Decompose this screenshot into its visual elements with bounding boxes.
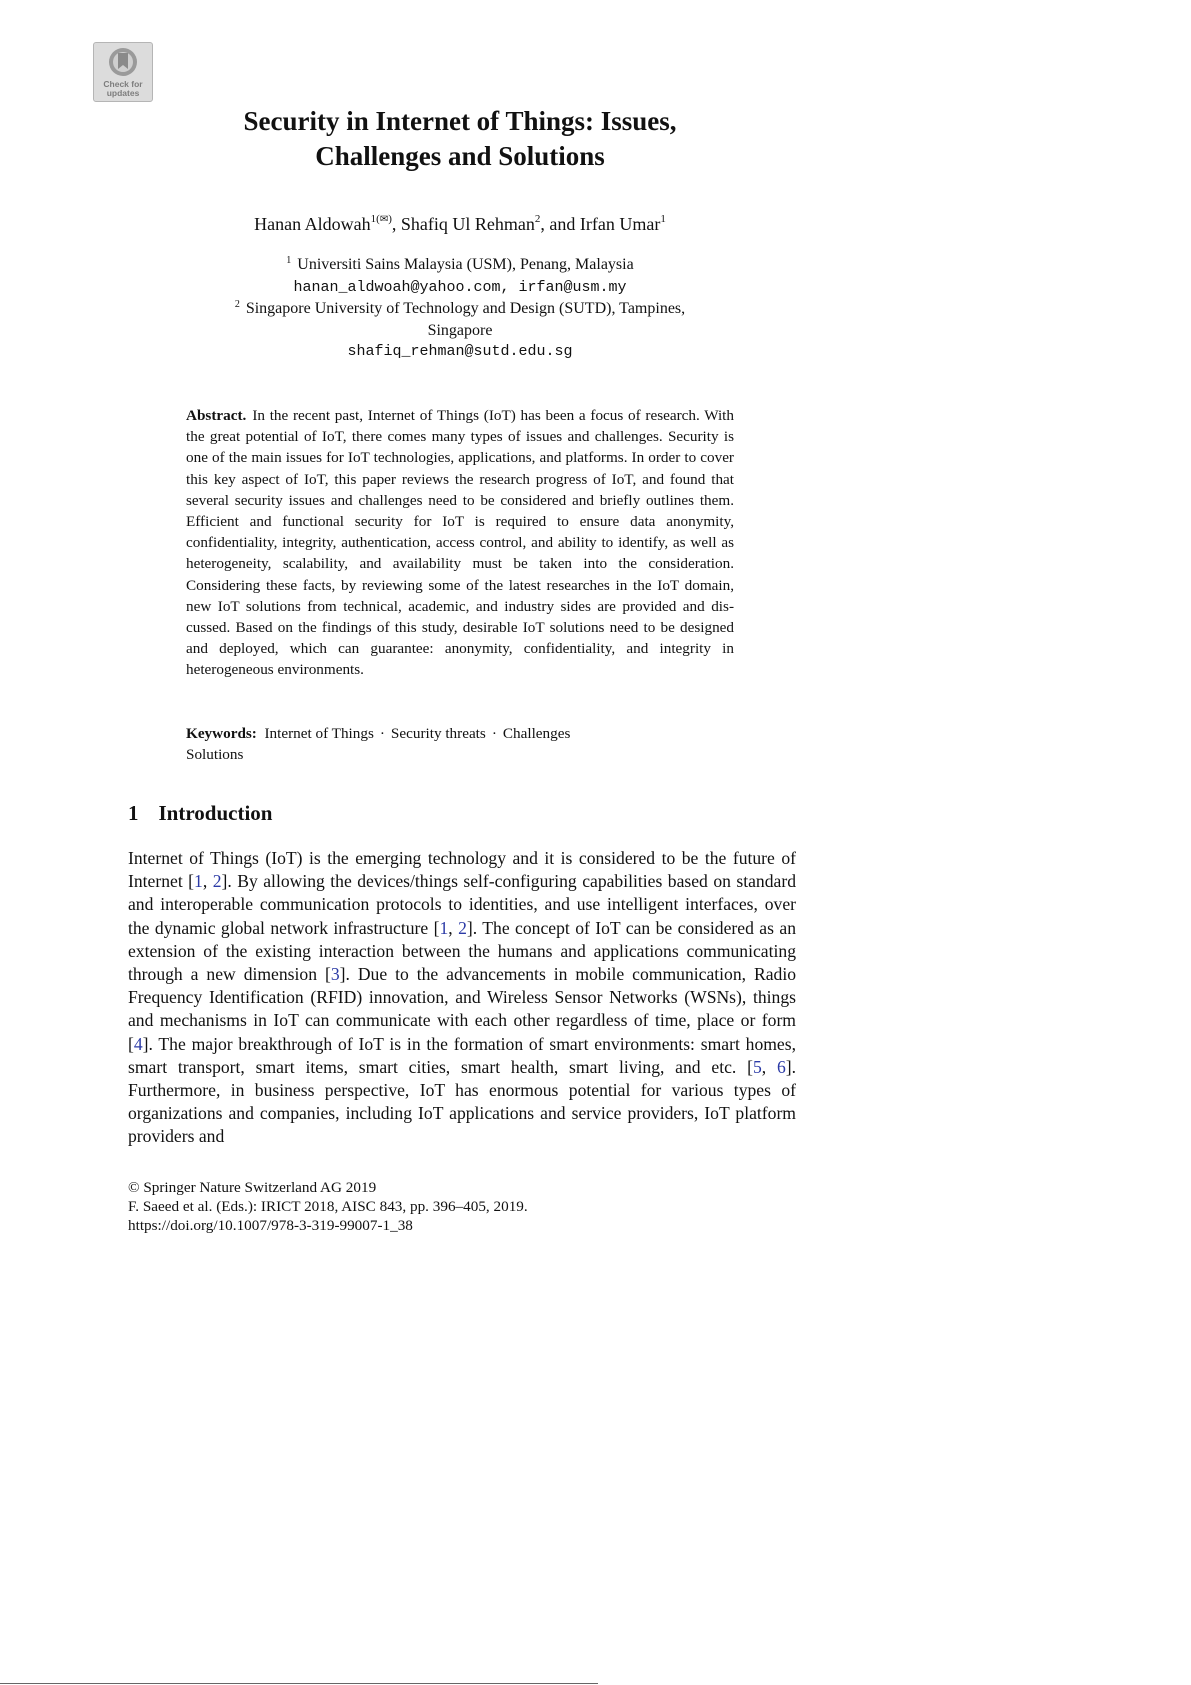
citation-line: F. Saeed et al. (Eds.): IRICT 2018, AISC 843, pp. 396–405, 2019. [128,1198,528,1215]
keyword-separator: · [491,725,497,742]
affiliation-1-email[interactable]: hanan_aldwoah@yahoo.com, irfan@usm.my [293,279,627,296]
abstract-label: Abstract. [186,407,247,424]
author-affiliation-mark: 1(✉) [370,213,392,225]
keyword: Internet of Things [264,725,374,742]
badge-label-line2: updates [106,87,140,98]
citation-link[interactable]: 2 [458,917,467,938]
affiliation-2-email[interactable]: shafiq_rehman@sutd.edu.sg [347,343,573,360]
affiliation-number: 1 [286,255,292,266]
citation-link[interactable]: 2 [212,871,222,892]
section-number: 1 [128,801,139,825]
keyword: Security threats [390,725,486,742]
author-affiliation-mark: 1 [660,213,666,225]
bottom-divider [0,1683,598,1684]
section-heading [128,799,272,827]
affiliation-2 [160,298,760,319]
doi-link[interactable]: https://doi.org/10.1007/978-3-319-99007-1_38 [128,1217,413,1234]
keyword: Challenges [502,725,571,742]
author-list [160,213,760,235]
bookmark-icon [105,46,141,80]
author-name: , Shafiq Ul Rehman [391,214,535,234]
citation-link[interactable]: 1 [194,871,203,892]
affiliation-name: Singapore University of Technology and Design (SUTD), Tampines, [245,300,686,317]
affiliation-2-cont: Singapore [427,322,493,339]
citation-link[interactable]: 3 [330,964,340,985]
keywords [186,723,734,765]
introduction-paragraph: Internet of Things (IoT) is the emerging technology and it is considered to be the future of Internet [1, 2]. By allowing the devices/things self-configuring capabilities based on standard and interoperable communication protocols to identities, and use intelligent interfaces, over the dynamic global network infrastructure [1, 2]. The concept of IoT can be considered as an extension of the existing interaction between the humans and applications communicating through a new dimension [3]. Due to the advancements in mobile communication, Radio Frequency Identification (RFID) innovation, and Wireless Sensor Networks (WSNs), things and mechanisms in IoT can communicate with each other regardless of time, place or form [4]. The major breakthrough of IoT is in the formation of smart environments: smart homes, smart transport, smart items, smart cities, smart health, smart living, and etc. [5, 6]. Furthermore, in business perspective, IoT has enormous potential for various types of organizations and companies, including IoT applications and service providers, IoT platform providers and [128,848,797,1147]
publication-footer [128,1178,796,1235]
badge-label-line1: Check for [103,79,143,89]
paper-title [160,104,760,174]
citation-link[interactable]: 6 [776,1056,786,1077]
envelope-icon[interactable]: ✉ [379,214,389,225]
citation-link[interactable]: 5 [752,1056,762,1077]
citation-link[interactable]: 4 [133,1033,143,1054]
keywords-label: Keywords: [186,725,257,742]
affiliation-name: Universiti Sains Malaysia (USM), Penang, Malaysia [297,256,634,273]
citation-link[interactable]: 1 [439,917,449,938]
abstract [186,405,734,681]
affiliation-number: 2 [234,299,240,310]
author-name: Hanan Aldowah [254,214,371,234]
title-line-1: Security in Internet of Things: Issues, [243,106,677,136]
title-line-2: Challenges and Solutions [315,141,605,171]
abstract-text: In the recent past, Internet of Things (IoT) has been a focus of research. With the great potential of IoT, there comes many types of issues and challenges. Security is one of the main issues for IoT technologies, applications, and platforms. In order to cover this key aspect of IoT, this paper reviews the research progress of IoT, and found that several security issues and challenges need to be considered and briefly outlines them. Efficient and functional security for IoT is required to ensure data anonymity, confidentiality, integrity, authentication, access control, and ability to identify, as well as heterogeneity, scalability, and availability must be taken into the consideration. Considering these facts, by reviewing some of the latest researches in the IoT domain, new IoT solutions from technical, academic, and industry sides are provided and discussed. Based on the findings of this study, desirable IoT solutions need to be designed and deployed, which can guarantee: anonymity, confidentiality, and integrity in heterogeneous environments. [186,407,734,679]
check-for-updates-badge[interactable] [93,42,153,102]
author-name: , and Irfan Umar [540,214,661,234]
copyright-line: © Springer Nature Switzerland AG 2019 [128,1179,377,1196]
affiliation-1 [160,254,760,275]
author-affiliation-mark: 2 [534,213,541,225]
section-title: Introduction [158,801,273,825]
keyword: Solutions [186,746,244,764]
keyword-separator: · [379,725,385,742]
